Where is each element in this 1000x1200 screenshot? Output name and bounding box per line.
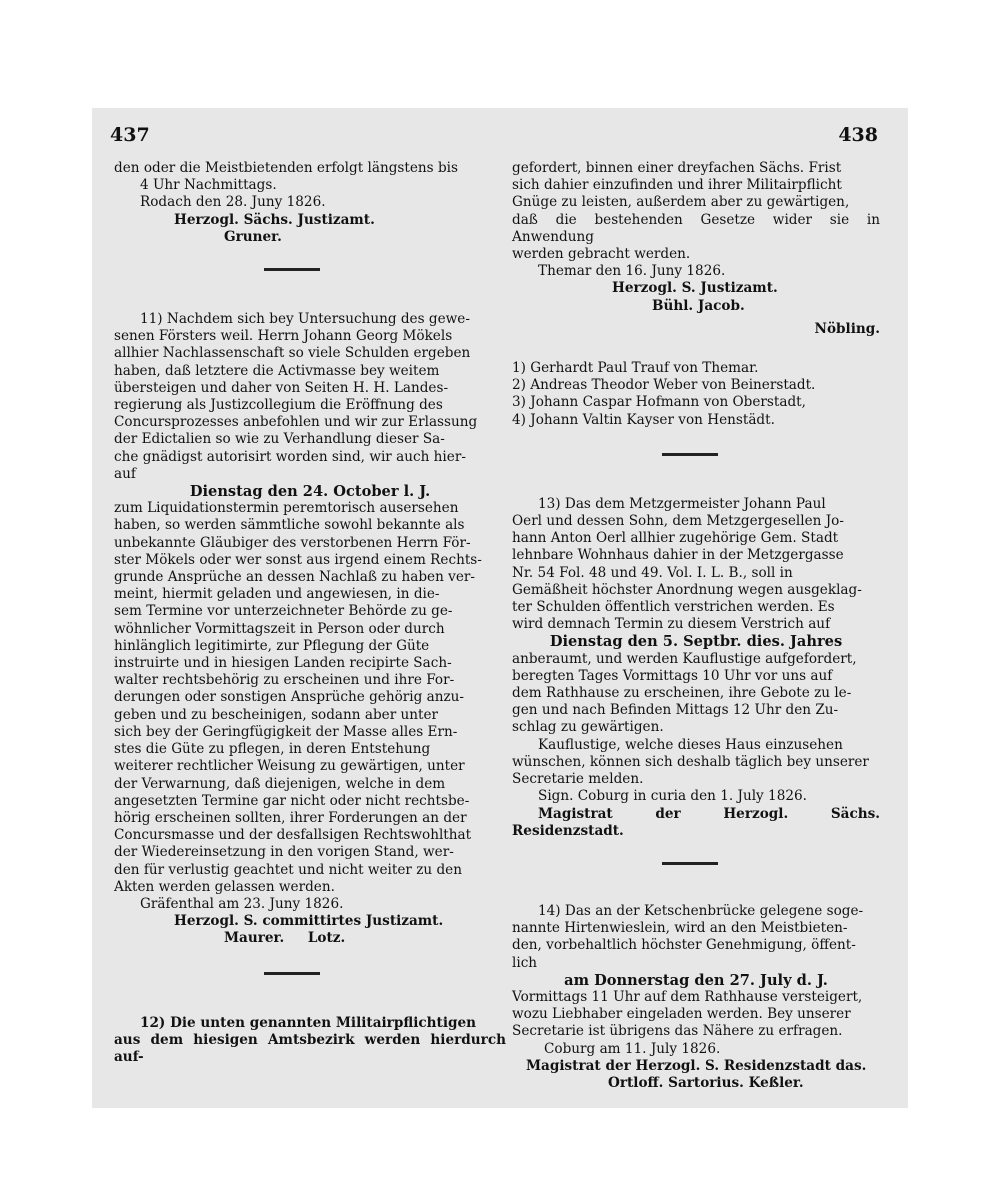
notice-14-date: am Donnerstag den 27. July d. J.: [564, 971, 828, 989]
text-line: Vormittags 11 Uhr auf dem Rathhause versteigert,: [512, 988, 863, 1005]
text-line: stes die Güte zu pflegen, in deren Entstehung: [114, 741, 431, 758]
text-line: Concursmasse und der desfallsigen Rechtswohlthat: [114, 827, 472, 844]
text-line: hörig erscheinen sollten, ihrer Forderungen an der: [114, 809, 467, 826]
text-line: übersteigen und daher von Seiten H. H. Landes-: [114, 379, 449, 396]
text-line: Gemäßheit höchster Anordnung wegen ausgeklag-: [512, 581, 862, 598]
text-line: sem Termine vor unterzeichneter Behörde zu ge-: [114, 603, 453, 620]
text-line: den für verlustig geachtet und nicht weiter zu den: [114, 861, 462, 878]
text-line: hann Anton Oerl allhier zugehörige Gem. Stadt: [512, 530, 839, 547]
text-line: wozu Liebhaber eingeladen werden. Bey unserer: [512, 1006, 851, 1023]
text-line: Nr. 54 Fol. 48 und 49. Vol. I. L. B., soll in: [512, 564, 793, 581]
text-line: 4 Uhr Nachmittags.: [140, 177, 277, 194]
text-line: wünschen, können sich deshalb täglich bey unserer: [512, 753, 869, 770]
rodach-date: Rodach den 28. Juny 1826.: [140, 194, 326, 211]
text-line: gefordert, binnen einer dreyfachen Sächs. Frist: [512, 160, 842, 176]
text-line: sich dahier einzufinden und ihrer Militairpflicht: [512, 177, 842, 194]
noebling-signer: Nöbling.: [814, 320, 880, 337]
newspaper-page-scan: [92, 108, 908, 1108]
text-line: dem Rathhause zu erscheinen, ihre Gebote zu le-: [512, 685, 852, 702]
themar-date: Themar den 16. Juny 1826.: [538, 263, 726, 280]
left-column: [114, 160, 506, 1066]
notice-11: [114, 311, 506, 948]
text-line: den, vorbehaltlich höchster Genehmigung, öffent-: [512, 937, 856, 954]
text-line: Secretarie melden.: [512, 771, 644, 788]
text-line: wöhnlicher Vormittagszeit in Person oder durch: [114, 620, 445, 637]
text-line: Oerl und dessen Sohn, dem Metzgergesellen Jo-: [512, 513, 844, 530]
notice-13-date: Dienstag den 5. Septbr. dies. Jahres: [549, 633, 843, 651]
rodach-signer: Gruner.: [224, 228, 282, 245]
text-line: Concursprozesses anbefohlen und wir zur Erlassung: [114, 414, 478, 431]
text-line: schlag zu gewärtigen.: [512, 719, 664, 736]
text-line: nannte Hirtenwieslein, wird an den Meistbieten-: [512, 920, 848, 937]
section-divider: [662, 862, 718, 865]
text-line: geben und zu bescheinigen, sodann aber unter: [114, 706, 439, 723]
list-item: 4) Johann Valtin Kayser von Henstädt.: [512, 411, 775, 428]
conscript-name-list: [512, 360, 880, 429]
text-line: werden gebracht werden.: [512, 246, 691, 263]
text-line: Akten werden gelassen werden.: [114, 878, 335, 895]
text-line: hinlänglich legitimirte, zur Pflegung der Güte: [114, 637, 430, 654]
text-line: Kauflustige, welche dieses Haus einzusehen: [538, 736, 843, 753]
text-line: weiterer rechtlicher Weisung zu gewärtigen, unter: [114, 758, 465, 775]
section-divider: [264, 972, 320, 975]
notice-11-date: Dienstag den 24. October l. J.: [189, 483, 431, 501]
text-line: meint, hiermit geladen und angewiesen, in die-: [114, 586, 440, 603]
text-line: daß die bestehenden Gesetze wider sie in Anwendung: [512, 211, 880, 245]
section-divider: [264, 268, 320, 271]
list-item: 2) Andreas Theodor Weber von Beinerstadt.: [512, 377, 816, 394]
coburg-authority-1: Magistrat der Herzogl. Sächs. Residenzstadt.: [512, 805, 880, 839]
text-line: lehnbare Wohnhaus dahier in der Metzgergasse: [512, 547, 844, 564]
text-line: anberaumt, und werden Kauflustige aufgefordert,: [512, 650, 857, 667]
text-line: haben, daß letztere die Activmasse bey weitem: [114, 362, 440, 379]
notice-13: [512, 496, 880, 840]
text-line: ster Mökels oder wer sonst aus irgend einem Rechts-: [114, 551, 482, 568]
text-line: Secretarie ist übrigens das Nähere zu erfragen.: [512, 1023, 843, 1040]
section-divider: [662, 453, 718, 456]
text-line: senen Försters weil. Herrn Johann Georg Mökels: [114, 328, 453, 345]
coburg-date-2: Coburg am 11. July 1826.: [544, 1040, 721, 1057]
coburg-signers-2: Ortloff. Sartorius. Keßler.: [608, 1074, 804, 1091]
coburg-date-1: Sign. Coburg in curia den 1. July 1826.: [538, 788, 807, 805]
notice-14: [512, 903, 880, 1092]
page-number-right: 438: [838, 124, 878, 146]
rodach-authority: Herzogl. Sächs. Justizamt.: [174, 211, 375, 228]
text-line: Gnüge zu leisten, außerdem aber zu gewärtigen,: [512, 194, 850, 211]
right-column: [512, 160, 880, 1092]
text-line: allhier Nachlassenschaft so viele Schulden ergeben: [114, 345, 471, 362]
text-line: grunde Ansprüche an dessen Nachlaß zu haben ver-: [114, 569, 475, 586]
coburg-authority-2: Magistrat der Herzogl. S. Residenzstadt das.: [526, 1057, 867, 1074]
text-line: walter rechtsbehörig zu erscheinen und ihre For-: [114, 672, 455, 689]
themar-signers: Bühl. Jacob.: [652, 297, 745, 314]
graefenthal-date: Gräfenthal am 23. Juny 1826.: [140, 895, 344, 912]
text-line: der Wiedereinsetzung in den vorigen Stand, wer-: [114, 844, 454, 861]
text-line: instruirte und in hiesigen Landen recipirte Sach-: [114, 655, 452, 672]
text-line: auf: [114, 465, 136, 482]
graefenthal-signers: Maurer. Lotz.: [224, 930, 346, 947]
text-line: gen und nach Befinden Mittags 12 Uhr den Zu-: [512, 702, 839, 719]
text-line: unbekannte Gläubiger des verstorbenen Herrn För-: [114, 534, 471, 551]
text-line: aus dem hiesigen Amtsbezirk werden hierdurch auf-: [114, 1031, 506, 1065]
text-line: che gnädigst autorisirt worden sind, wir auch hier-: [114, 448, 466, 465]
text-line: der Verwarnung, daß diejenigen, welche in dem: [114, 775, 446, 792]
text-line: 11) Nachdem sich bey Untersuchung des gewe-: [140, 311, 470, 328]
page-number-left: 437: [110, 124, 150, 146]
text-line: der Edictalien so wie zu Verhandlung dieser Sa-: [114, 431, 445, 448]
graefenthal-authority: Herzogl. S. committirtes Justizamt.: [174, 913, 444, 930]
text-line: den oder die Meistbietenden erfolgt längstens bis: [114, 160, 458, 176]
text-line: sich bey der Geringfügigkeit der Masse alles Ern-: [114, 723, 458, 740]
text-line: wird demnach Termin zu diesem Verstrich auf: [512, 616, 831, 633]
notice-12: [114, 1015, 506, 1067]
text-line: derungen oder sonstigen Ansprüche gehörig anzu-: [114, 689, 465, 706]
text-line: haben, so werden sämmtliche sowohl bekannte als: [114, 517, 465, 534]
text-line: lich: [512, 954, 538, 971]
text-line: beregten Tages Vormittags 10 Uhr vor uns auf: [512, 667, 833, 684]
text-line: 13) Das dem Metzgermeister Johann Paul: [538, 495, 826, 512]
list-item: 3) Johann Caspar Hofmann von Oberstadt,: [512, 394, 806, 411]
list-item: 1) Gerhardt Paul Trauf von Themar.: [512, 360, 759, 377]
text-line: zum Liquidationstermin peremtorisch ausersehen: [114, 500, 459, 517]
text-line: ter Schulden öffentlich verstrichen werden. Es: [512, 599, 835, 616]
themar-authority: Herzogl. S. Justizamt.: [612, 280, 778, 297]
text-line: angesetzten Termine gar nicht oder nicht rechtsbe-: [114, 792, 470, 809]
text-line: 14) Das an der Ketschenbrücke gelegene soge-: [538, 902, 864, 919]
text-line: 12) Die unten genannten Militairpflichtigen: [140, 1014, 477, 1031]
text-line: regierung als Justizcollegium die Eröffnung des: [114, 397, 443, 414]
